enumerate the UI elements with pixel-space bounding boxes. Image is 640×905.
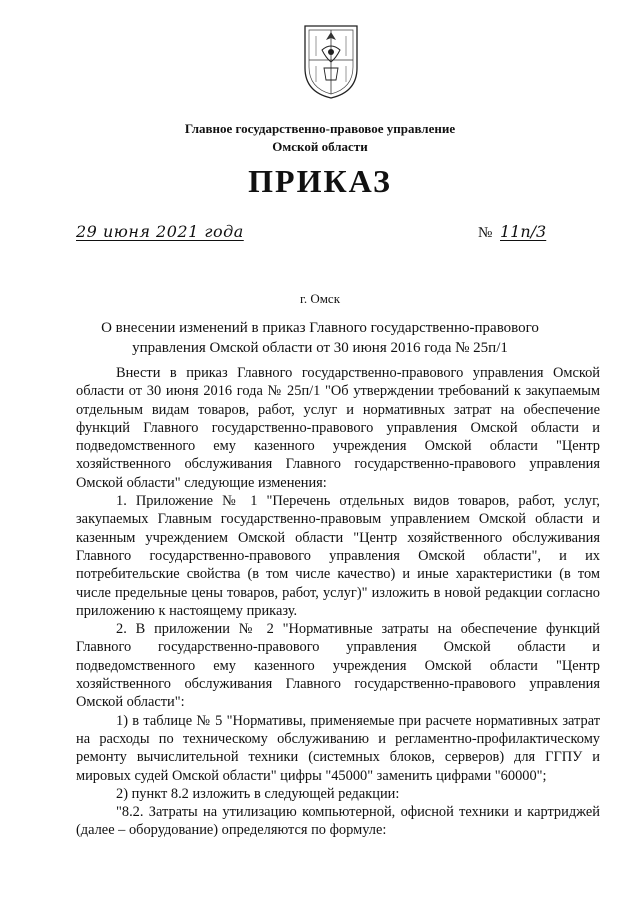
body-paragraph-intro: Внести в приказ Главного государственно-правового управления Омской области от 30 июня 2016 года № 25п/1 "Об утверждении требований к закупаемым отдельным видам товаров, работ, услуг и нормативных затрат на обеспечение функций Главного государственно-правового управления Омской области и подведомственного ему казенного учреждения Омской области "Центр хозяйственного обслуживания Главного государственно-правового управления Омской области" следующие изменения: [76, 365, 600, 491]
order-body [76, 364, 600, 840]
organization-name: Главное государственно-правовое управление [184, 121, 456, 136]
body-paragraph-subitem-2: 2) пункт 8.2 изложить в следующей редакции: [116, 785, 400, 802]
body-paragraph-item-2: 2. В приложении № 2 "Нормативные затраты на обеспечение функций Главного государственно-правового управления Омской области и подведомственного ему казенного учреждения Омской области "Центр хозяйственного обслуживания Главного государственно-правового управления Омской области": [76, 621, 600, 711]
order-subject: О внесении изменений в приказ Главного государственно-правового управления Омской области от 30 июня 2016 года № 25п/1 [101, 320, 539, 356]
body-paragraph-subitem-1: 1) в таблице № 5 "Нормативы, применяемые при расчете нормативных затрат на расходы по техническому обслуживанию и регламентно-профилактическому ремонту вычислительной техники (системных блоков, серверов) для ГГПУ и мировых судей Омской области" цифры "45000" заменить цифрами "60000"; [76, 712, 600, 784]
document-title: ПРИКАЗ [248, 163, 392, 199]
city-line: г. Омск [299, 291, 341, 306]
handwritten-order-number: 11п/3 [500, 222, 547, 241]
body-paragraph-formula-intro: "8.2. Затраты на утилизацию компьютерной, офисной техники и картриджей (далее – оборудование) определяются по формуле: [76, 804, 600, 839]
organization-region: Омской области [272, 139, 368, 154]
coat-of-arms-emblem [302, 22, 360, 100]
body-paragraph-item-1: 1. Приложение № 1 "Перечень отдельных видов товаров, работ, услуг, закупаемых Главным государственно-правовым управлением Омской области и казенным учреждением Омской области "Центр хозяйственного обслуживания Главного государственно-правового управления Омской области", и их потребительские свойства (в том числе качество) и иные характеристики (в том числе предельные цены товаров, работ, услуг)" изложить в новой редакции согласно приложению к настоящему приказу. [76, 493, 600, 619]
handwritten-date: 29 июня 2021 года [76, 222, 244, 241]
order-number-label: № [478, 225, 493, 241]
